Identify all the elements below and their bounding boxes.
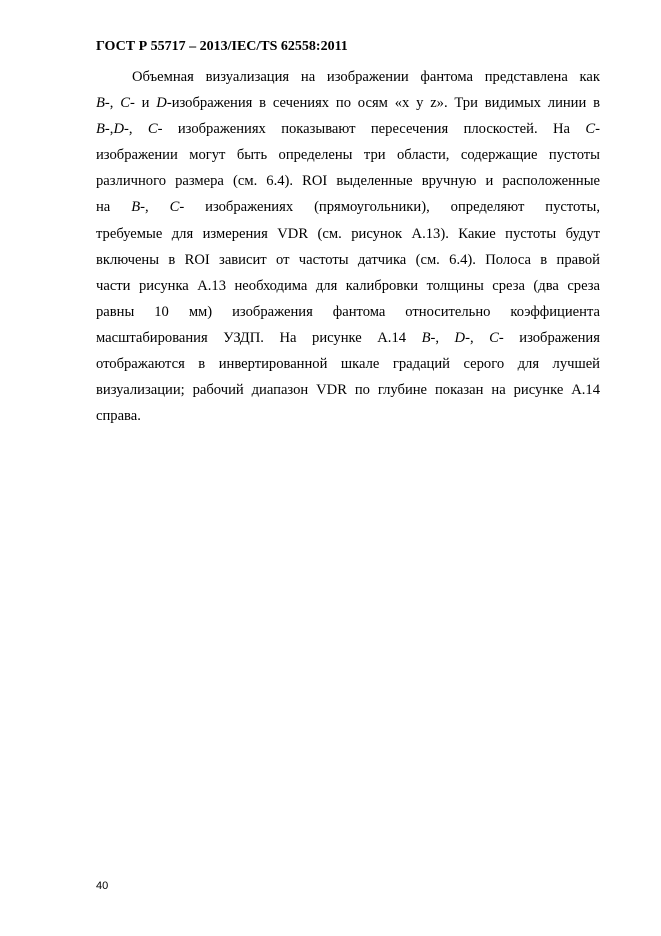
page-number: 40 xyxy=(96,880,109,892)
paragraph-line: различного размера (см. 6.4). ROI выделенные вручную и расположенные xyxy=(96,173,600,190)
paragraph-line: масштабирования УЗДП. На рисунке А.14 B-, D-, C- изображения xyxy=(96,329,600,346)
page-header: ГОСТ Р 55717 – 2013/IEC/TS 62558:2011 xyxy=(96,39,348,54)
paragraph-line: справа. xyxy=(96,408,141,425)
paragraph-line: части рисунка А.13 необходима для калибровки толщины среза (два среза xyxy=(96,277,600,294)
paragraph-line: Объемная визуализация на изображении фантома представлена как xyxy=(132,69,600,85)
paragraph-line: B-,D-, C- изображениях показывают пересечения плоскостей. На C- xyxy=(96,121,600,138)
paragraph-line: изображении могут быть определены три области, содержащие пустоты xyxy=(96,147,600,164)
paragraph-line: включены в ROI зависит от частоты датчика (см. 6.4). Полоса в правой xyxy=(96,251,600,268)
paragraph-line: требуемые для измерения VDR (см. рисунок А.13). Какие пустоты будут xyxy=(96,225,600,242)
body-paragraph xyxy=(96,64,600,429)
paragraph-line: визуализации; рабочий диапазон VDR по глубине показан на рисунке А.14 xyxy=(96,382,600,399)
paragraph-line: B-, C- и D-изображения в сечениях по осям «x y z». Три видимых линии в xyxy=(96,95,600,112)
paragraph-line: отображаются в инвертированной шкале градаций серого для лучшей xyxy=(96,356,600,373)
paragraph-line: на B-, C- изображениях (прямоугольники), определяют пустоты, xyxy=(96,199,600,216)
paragraph-line: равны 10 мм) изображения фантома относительно коэффициента xyxy=(96,303,600,320)
